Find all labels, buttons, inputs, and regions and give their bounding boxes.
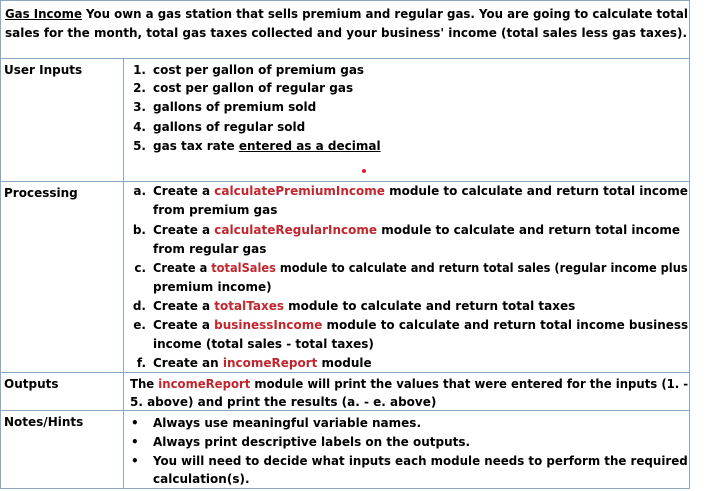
row-label-outputs: Outputs — [4, 377, 59, 391]
module-name: incomeReport — [222, 356, 318, 370]
module-name: totalTaxes — [214, 299, 284, 313]
list-item: gas tax rate entered as a decimal — [153, 139, 381, 153]
list-number: 3. — [133, 100, 146, 114]
list-item-continuation: premium income) — [153, 280, 272, 294]
column-divider — [689, 0, 690, 489]
list-item: cost per gallon of premium gas — [153, 63, 365, 77]
module-name: businessIncome — [214, 318, 323, 332]
bullet: • — [131, 416, 139, 430]
list-item: Create an incomeReport module — [153, 356, 372, 370]
list-item: Always print descriptive labels on the outputs. — [153, 435, 471, 449]
list-item: Create a totalTaxes module to calculate and return total taxes — [153, 299, 576, 313]
row-divider — [0, 488, 690, 489]
list-letter: b. — [132, 223, 146, 237]
outputs-line-2: 5. above) and print the results (a. - e. above) — [130, 395, 437, 409]
list-item-continuation: income (total sales - total taxes) — [153, 337, 374, 351]
module-name: incomeReport — [158, 377, 251, 391]
list-item: You will need to decide what inputs each module needs to perform the required — [153, 454, 688, 468]
row-label-processing: Processing — [4, 186, 78, 200]
list-number: 5. — [133, 139, 146, 153]
list-number: 1. — [133, 63, 146, 77]
bullet: • — [131, 454, 139, 468]
row-label-notes: Notes/Hints — [4, 415, 84, 429]
module-name: calculatePremiumIncome — [214, 184, 385, 198]
list-letter: a. — [133, 184, 146, 198]
list-item: Always use meaningful variable names. — [153, 416, 421, 430]
list-letter: f. — [136, 356, 146, 370]
row-divider — [0, 58, 690, 59]
list-number: 4. — [133, 120, 146, 134]
red-dot-mark — [362, 169, 366, 173]
module-name: calculateRegularIncome — [214, 223, 378, 237]
list-letter: d. — [132, 299, 146, 313]
column-divider — [123, 58, 124, 489]
page-title: Gas Income — [5, 7, 82, 21]
list-item-continuation: from premium gas — [153, 203, 278, 217]
row-label-user-inputs: User Inputs — [4, 63, 83, 77]
list-letter: e. — [133, 318, 146, 332]
list-item-continuation: calculation(s). — [153, 472, 250, 486]
outputs-line-1: The incomeReport module will print the values that were entered for the inputs (1. - — [130, 377, 689, 391]
list-number: 2. — [133, 81, 146, 95]
list-letter: c. — [134, 261, 146, 275]
row-divider — [0, 0, 690, 1]
list-item: gallons of regular sold — [153, 120, 306, 134]
row-divider — [0, 372, 690, 373]
intro-line-2: sales for the month, total gas taxes collected and your business' income (total sales less gas taxes). — [5, 26, 688, 40]
list-item: Create a businessIncome module to calculate and return total income business — [153, 318, 689, 332]
list-item-continuation: from regular gas — [153, 242, 267, 256]
module-name: totalSales — [211, 261, 276, 275]
intro-line-1: Gas Income You own a gas station that sells premium and regular gas. You are going to calculate total — [5, 7, 688, 21]
list-item: gallons of premium sold — [153, 100, 317, 114]
list-item: Create a calculateRegularIncome module to calculate and return total income — [153, 223, 681, 237]
column-divider — [0, 0, 1, 489]
list-item: Create a totalSales module to calculate and return total sales (regular income plus — [153, 261, 688, 275]
bullet: • — [131, 435, 139, 449]
list-item: cost per gallon of regular gas — [153, 81, 354, 95]
list-item: Create a calculatePremiumIncome module to calculate and return total income — [153, 184, 688, 198]
